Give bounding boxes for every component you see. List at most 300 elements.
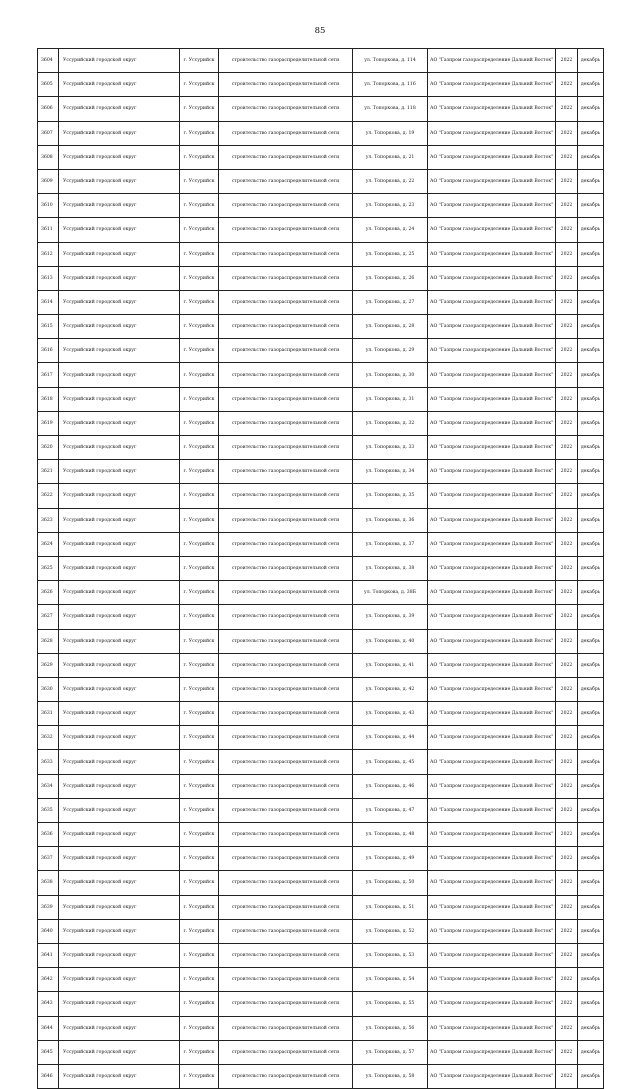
month-cell: декабрь <box>578 1040 604 1064</box>
organization-cell: АО "Газпром газораспределение Дальний Восток" <box>428 49 556 73</box>
row-number-cell: 3637 <box>38 847 59 871</box>
city-cell: г. Уссурийск <box>180 363 219 387</box>
work-type-cell: строительство газораспределительной сети <box>219 943 353 967</box>
year-cell: 2022 <box>556 774 578 798</box>
address-cell: ул. Топоркова, д. 58 <box>353 1064 428 1088</box>
row-number-cell: 3638 <box>38 871 59 895</box>
month-cell: декабрь <box>578 460 604 484</box>
registry-table-body <box>38 49 604 1089</box>
month-cell: декабрь <box>578 315 604 339</box>
row-number-cell: 3626 <box>38 581 59 605</box>
address-cell: ул. Топоркова, д. 38 <box>353 556 428 580</box>
year-cell: 2022 <box>556 97 578 121</box>
organization-cell: АО "Газпром газораспределение Дальний Восток" <box>428 411 556 435</box>
work-type-cell: строительство газораспределительной сети <box>219 315 353 339</box>
row-number-cell: 3630 <box>38 677 59 701</box>
work-type-cell: строительство газораспределительной сети <box>219 436 353 460</box>
address-cell: ул. Топоркова, д. 28 <box>353 315 428 339</box>
organization-cell: АО "Газпром газораспределение Дальний Восток" <box>428 218 556 242</box>
address-cell: ул. Топоркова, д. 24 <box>353 218 428 242</box>
row-number-cell: 3612 <box>38 242 59 266</box>
work-type-cell: строительство газораспределительной сети <box>219 677 353 701</box>
address-cell: ул. Топоркова, д. 33 <box>353 436 428 460</box>
district-cell: Уссурийский городской округ <box>59 919 180 943</box>
district-cell: Уссурийский городской округ <box>59 653 180 677</box>
month-cell: декабрь <box>578 653 604 677</box>
address-cell: ул. Топоркова, д. 40 <box>353 629 428 653</box>
row-number-cell: 3604 <box>38 49 59 73</box>
table-row <box>38 484 604 508</box>
organization-cell: АО "Газпром газораспределение Дальний Восток" <box>428 605 556 629</box>
month-cell: декабрь <box>578 992 604 1016</box>
district-cell: Уссурийский городской округ <box>59 992 180 1016</box>
organization-cell: АО "Газпром газораспределение Дальний Восток" <box>428 363 556 387</box>
address-cell: ул. Топоркова, д. 54 <box>353 968 428 992</box>
city-cell: г. Уссурийск <box>180 73 219 97</box>
city-cell: г. Уссурийск <box>180 169 219 193</box>
work-type-cell: строительство газораспределительной сети <box>219 532 353 556</box>
year-cell: 2022 <box>556 218 578 242</box>
city-cell: г. Уссурийск <box>180 919 219 943</box>
organization-cell: АО "Газпром газораспределение Дальний Восток" <box>428 871 556 895</box>
work-type-cell: строительство газораспределительной сети <box>219 968 353 992</box>
month-cell: декабрь <box>578 266 604 290</box>
district-cell: Уссурийский городской округ <box>59 97 180 121</box>
address-cell: ул. Топоркова, д. 42 <box>353 677 428 701</box>
address-cell: ул. Топоркова, д. 50 <box>353 871 428 895</box>
table-row <box>38 266 604 290</box>
work-type-cell: строительство газораспределительной сети <box>219 121 353 145</box>
year-cell: 2022 <box>556 460 578 484</box>
organization-cell: АО "Газпром газораспределение Дальний Восток" <box>428 242 556 266</box>
table-row <box>38 798 604 822</box>
city-cell: г. Уссурийск <box>180 508 219 532</box>
table-row <box>38 919 604 943</box>
month-cell: декабрь <box>578 726 604 750</box>
month-cell: декабрь <box>578 750 604 774</box>
address-cell: ул. Топоркова, д. 22 <box>353 169 428 193</box>
city-cell: г. Уссурийск <box>180 823 219 847</box>
table-row <box>38 823 604 847</box>
gasification-registry-table <box>37 48 604 1089</box>
address-cell: ул. Топоркова, д. 44 <box>353 726 428 750</box>
table-row <box>38 49 604 73</box>
work-type-cell: строительство газораспределительной сети <box>219 411 353 435</box>
work-type-cell: строительство газораспределительной сети <box>219 847 353 871</box>
table-row <box>38 1064 604 1088</box>
year-cell: 2022 <box>556 871 578 895</box>
work-type-cell: строительство газораспределительной сети <box>219 895 353 919</box>
organization-cell: АО "Газпром газораспределение Дальний Восток" <box>428 823 556 847</box>
table-row <box>38 968 604 992</box>
city-cell: г. Уссурийск <box>180 387 219 411</box>
year-cell: 2022 <box>556 532 578 556</box>
address-cell: ул. Топоркова, д. 23 <box>353 194 428 218</box>
table-row <box>38 943 604 967</box>
table-row <box>38 363 604 387</box>
month-cell: декабрь <box>578 218 604 242</box>
month-cell: декабрь <box>578 363 604 387</box>
district-cell: Уссурийский городской округ <box>59 363 180 387</box>
table-row <box>38 847 604 871</box>
month-cell: декабрь <box>578 436 604 460</box>
table-row <box>38 121 604 145</box>
year-cell: 2022 <box>556 242 578 266</box>
address-cell: ул. Топоркова, д. 29 <box>353 339 428 363</box>
address-cell: ул. Топоркова, д. 35 <box>353 484 428 508</box>
work-type-cell: строительство газораспределительной сети <box>219 919 353 943</box>
address-cell: ул. Топоркова, д. 27 <box>353 290 428 314</box>
table-row <box>38 581 604 605</box>
year-cell: 2022 <box>556 194 578 218</box>
month-cell: декабрь <box>578 387 604 411</box>
row-number-cell: 3606 <box>38 97 59 121</box>
table-row <box>38 315 604 339</box>
city-cell: г. Уссурийск <box>180 411 219 435</box>
row-number-cell: 3627 <box>38 605 59 629</box>
table-row <box>38 677 604 701</box>
address-cell: ул. Топоркова, д. 52 <box>353 919 428 943</box>
table-row <box>38 750 604 774</box>
year-cell: 2022 <box>556 121 578 145</box>
row-number-cell: 3605 <box>38 73 59 97</box>
address-cell: ул. Топоркова, д. 34 <box>353 460 428 484</box>
city-cell: г. Уссурийск <box>180 871 219 895</box>
organization-cell: АО "Газпром газораспределение Дальний Восток" <box>428 290 556 314</box>
district-cell: Уссурийский городской округ <box>59 629 180 653</box>
city-cell: г. Уссурийск <box>180 97 219 121</box>
address-cell: ул. Топоркова, д. 116 <box>353 73 428 97</box>
table-row <box>38 145 604 169</box>
month-cell: декабрь <box>578 484 604 508</box>
city-cell: г. Уссурийск <box>180 218 219 242</box>
month-cell: декабрь <box>578 581 604 605</box>
district-cell: Уссурийский городской округ <box>59 242 180 266</box>
city-cell: г. Уссурийск <box>180 968 219 992</box>
organization-cell: АО "Газпром газораспределение Дальний Восток" <box>428 629 556 653</box>
organization-cell: АО "Газпром газораспределение Дальний Восток" <box>428 895 556 919</box>
year-cell: 2022 <box>556 702 578 726</box>
organization-cell: АО "Газпром газораспределение Дальний Восток" <box>428 436 556 460</box>
organization-cell: АО "Газпром газораспределение Дальний Восток" <box>428 726 556 750</box>
address-cell: ул. Топоркова, д. 53 <box>353 943 428 967</box>
month-cell: декабрь <box>578 556 604 580</box>
table-row <box>38 460 604 484</box>
work-type-cell: строительство газораспределительной сети <box>219 266 353 290</box>
work-type-cell: строительство газораспределительной сети <box>219 484 353 508</box>
month-cell: декабрь <box>578 339 604 363</box>
row-number-cell: 3620 <box>38 436 59 460</box>
district-cell: Уссурийский городской округ <box>59 798 180 822</box>
organization-cell: АО "Газпром газораспределение Дальний Восток" <box>428 581 556 605</box>
city-cell: г. Уссурийск <box>180 49 219 73</box>
month-cell: декабрь <box>578 943 604 967</box>
row-number-cell: 3625 <box>38 556 59 580</box>
organization-cell: АО "Газпром газораспределение Дальний Восток" <box>428 702 556 726</box>
work-type-cell: строительство газораспределительной сети <box>219 992 353 1016</box>
address-cell: ул. Топоркова, д. 25 <box>353 242 428 266</box>
year-cell: 2022 <box>556 1016 578 1040</box>
month-cell: декабрь <box>578 532 604 556</box>
city-cell: г. Уссурийск <box>180 1016 219 1040</box>
year-cell: 2022 <box>556 581 578 605</box>
city-cell: г. Уссурийск <box>180 339 219 363</box>
month-cell: декабрь <box>578 49 604 73</box>
organization-cell: АО "Газпром газораспределение Дальний Восток" <box>428 1064 556 1088</box>
work-type-cell: строительство газораспределительной сети <box>219 823 353 847</box>
organization-cell: АО "Газпром газораспределение Дальний Восток" <box>428 97 556 121</box>
table-row <box>38 339 604 363</box>
month-cell: декабрь <box>578 968 604 992</box>
row-number-cell: 3629 <box>38 653 59 677</box>
table-row <box>38 871 604 895</box>
district-cell: Уссурийский городской округ <box>59 677 180 701</box>
city-cell: г. Уссурийск <box>180 556 219 580</box>
address-cell: ул. Топоркова, д. 51 <box>353 895 428 919</box>
table-row <box>38 97 604 121</box>
year-cell: 2022 <box>556 339 578 363</box>
city-cell: г. Уссурийск <box>180 266 219 290</box>
year-cell: 2022 <box>556 847 578 871</box>
work-type-cell: строительство газораспределительной сети <box>219 1040 353 1064</box>
work-type-cell: строительство газораспределительной сети <box>219 726 353 750</box>
organization-cell: АО "Газпром газораспределение Дальний Восток" <box>428 145 556 169</box>
month-cell: декабрь <box>578 121 604 145</box>
row-number-cell: 3634 <box>38 774 59 798</box>
city-cell: г. Уссурийск <box>180 702 219 726</box>
row-number-cell: 3621 <box>38 460 59 484</box>
month-cell: декабрь <box>578 871 604 895</box>
row-number-cell: 3644 <box>38 1016 59 1040</box>
row-number-cell: 3646 <box>38 1064 59 1088</box>
month-cell: декабрь <box>578 823 604 847</box>
month-cell: декабрь <box>578 774 604 798</box>
row-number-cell: 3624 <box>38 532 59 556</box>
organization-cell: АО "Газпром газораспределение Дальний Восток" <box>428 387 556 411</box>
city-cell: г. Уссурийск <box>180 290 219 314</box>
city-cell: г. Уссурийск <box>180 629 219 653</box>
table-row <box>38 411 604 435</box>
address-cell: ул. Топоркова, д. 26 <box>353 266 428 290</box>
row-number-cell: 3632 <box>38 726 59 750</box>
city-cell: г. Уссурийск <box>180 121 219 145</box>
row-number-cell: 3640 <box>38 919 59 943</box>
month-cell: декабрь <box>578 194 604 218</box>
organization-cell: АО "Газпром газораспределение Дальний Восток" <box>428 315 556 339</box>
work-type-cell: строительство газораспределительной сети <box>219 290 353 314</box>
work-type-cell: строительство газораспределительной сети <box>219 73 353 97</box>
row-number-cell: 3642 <box>38 968 59 992</box>
address-cell: ул. Топоркова, д. 37 <box>353 532 428 556</box>
city-cell: г. Уссурийск <box>180 460 219 484</box>
table-row <box>38 992 604 1016</box>
year-cell: 2022 <box>556 73 578 97</box>
city-cell: г. Уссурийск <box>180 194 219 218</box>
city-cell: г. Уссурийск <box>180 242 219 266</box>
district-cell: Уссурийский городской округ <box>59 339 180 363</box>
year-cell: 2022 <box>556 677 578 701</box>
year-cell: 2022 <box>556 484 578 508</box>
city-cell: г. Уссурийск <box>180 605 219 629</box>
month-cell: декабрь <box>578 97 604 121</box>
work-type-cell: строительство газораспределительной сети <box>219 629 353 653</box>
work-type-cell: строительство газораспределительной сети <box>219 145 353 169</box>
work-type-cell: строительство газораспределительной сети <box>219 1064 353 1088</box>
city-cell: г. Уссурийск <box>180 750 219 774</box>
address-cell: ул. Топоркова, д. 114 <box>353 49 428 73</box>
district-cell: Уссурийский городской округ <box>59 774 180 798</box>
city-cell: г. Уссурийск <box>180 653 219 677</box>
address-cell: ул. Топоркова, д. 41 <box>353 653 428 677</box>
row-number-cell: 3639 <box>38 895 59 919</box>
city-cell: г. Уссурийск <box>180 436 219 460</box>
district-cell: Уссурийский городской округ <box>59 290 180 314</box>
month-cell: декабрь <box>578 605 604 629</box>
year-cell: 2022 <box>556 798 578 822</box>
city-cell: г. Уссурийск <box>180 581 219 605</box>
district-cell: Уссурийский городской округ <box>59 411 180 435</box>
year-cell: 2022 <box>556 145 578 169</box>
row-number-cell: 3618 <box>38 387 59 411</box>
month-cell: декабрь <box>578 702 604 726</box>
work-type-cell: строительство газораспределительной сети <box>219 750 353 774</box>
month-cell: декабрь <box>578 145 604 169</box>
work-type-cell: строительство газораспределительной сети <box>219 1016 353 1040</box>
year-cell: 2022 <box>556 968 578 992</box>
row-number-cell: 3614 <box>38 290 59 314</box>
work-type-cell: строительство газораспределительной сети <box>219 581 353 605</box>
row-number-cell: 3617 <box>38 363 59 387</box>
district-cell: Уссурийский городской округ <box>59 73 180 97</box>
district-cell: Уссурийский городской округ <box>59 968 180 992</box>
address-cell: ул. Топоркова, д. 32 <box>353 411 428 435</box>
month-cell: декабрь <box>578 242 604 266</box>
row-number-cell: 3633 <box>38 750 59 774</box>
table-row <box>38 218 604 242</box>
year-cell: 2022 <box>556 919 578 943</box>
organization-cell: АО "Газпром газораспределение Дальний Восток" <box>428 919 556 943</box>
row-number-cell: 3623 <box>38 508 59 532</box>
work-type-cell: строительство газораспределительной сети <box>219 871 353 895</box>
organization-cell: АО "Газпром газораспределение Дальний Восток" <box>428 194 556 218</box>
district-cell: Уссурийский городской округ <box>59 871 180 895</box>
address-cell: ул. Топоркова, д. 38Б <box>353 581 428 605</box>
district-cell: Уссурийский городской округ <box>59 484 180 508</box>
city-cell: г. Уссурийск <box>180 1040 219 1064</box>
work-type-cell: строительство газораспределительной сети <box>219 460 353 484</box>
city-cell: г. Уссурийск <box>180 677 219 701</box>
row-number-cell: 3610 <box>38 194 59 218</box>
year-cell: 2022 <box>556 411 578 435</box>
year-cell: 2022 <box>556 629 578 653</box>
address-cell: ул. Топоркова, д. 46 <box>353 774 428 798</box>
city-cell: г. Уссурийск <box>180 726 219 750</box>
address-cell: ул. Топоркова, д. 43 <box>353 702 428 726</box>
organization-cell: АО "Газпром газораспределение Дальний Восток" <box>428 339 556 363</box>
row-number-cell: 3622 <box>38 484 59 508</box>
district-cell: Уссурийский городской округ <box>59 169 180 193</box>
table-row <box>38 1040 604 1064</box>
address-cell: ул. Топоркова, д. 31 <box>353 387 428 411</box>
organization-cell: АО "Газпром газораспределение Дальний Восток" <box>428 677 556 701</box>
work-type-cell: строительство газораспределительной сети <box>219 242 353 266</box>
district-cell: Уссурийский городской округ <box>59 436 180 460</box>
address-cell: ул. Топоркова, д. 21 <box>353 145 428 169</box>
district-cell: Уссурийский городской округ <box>59 532 180 556</box>
row-number-cell: 3615 <box>38 315 59 339</box>
organization-cell: АО "Газпром газораспределение Дальний Восток" <box>428 1016 556 1040</box>
address-cell: ул. Топоркова, д. 47 <box>353 798 428 822</box>
district-cell: Уссурийский городской округ <box>59 1064 180 1088</box>
district-cell: Уссурийский городской округ <box>59 266 180 290</box>
table-row <box>38 532 604 556</box>
organization-cell: АО "Газпром газораспределение Дальний Восток" <box>428 1040 556 1064</box>
year-cell: 2022 <box>556 508 578 532</box>
work-type-cell: строительство газораспределительной сети <box>219 774 353 798</box>
table-row <box>38 629 604 653</box>
city-cell: г. Уссурийск <box>180 484 219 508</box>
year-cell: 2022 <box>556 895 578 919</box>
work-type-cell: строительство газораспределительной сети <box>219 508 353 532</box>
table-row <box>38 702 604 726</box>
row-number-cell: 3607 <box>38 121 59 145</box>
month-cell: декабрь <box>578 1016 604 1040</box>
work-type-cell: строительство газораспределительной сети <box>219 702 353 726</box>
district-cell: Уссурийский городской округ <box>59 121 180 145</box>
city-cell: г. Уссурийск <box>180 847 219 871</box>
row-number-cell: 3641 <box>38 943 59 967</box>
district-cell: Уссурийский городской округ <box>59 847 180 871</box>
year-cell: 2022 <box>556 1064 578 1088</box>
table-row <box>38 242 604 266</box>
work-type-cell: строительство газораспределительной сети <box>219 605 353 629</box>
district-cell: Уссурийский городской округ <box>59 1040 180 1064</box>
table-row <box>38 895 604 919</box>
work-type-cell: строительство газораспределительной сети <box>219 97 353 121</box>
table-row <box>38 73 604 97</box>
year-cell: 2022 <box>556 49 578 73</box>
district-cell: Уссурийский городской округ <box>59 895 180 919</box>
year-cell: 2022 <box>556 436 578 460</box>
district-cell: Уссурийский городской округ <box>59 823 180 847</box>
row-number-cell: 3609 <box>38 169 59 193</box>
district-cell: Уссурийский городской округ <box>59 702 180 726</box>
district-cell: Уссурийский городской округ <box>59 943 180 967</box>
address-cell: ул. Топоркова, д. 19 <box>353 121 428 145</box>
year-cell: 2022 <box>556 653 578 677</box>
row-number-cell: 3631 <box>38 702 59 726</box>
year-cell: 2022 <box>556 943 578 967</box>
row-number-cell: 3608 <box>38 145 59 169</box>
table-row <box>38 605 604 629</box>
year-cell: 2022 <box>556 315 578 339</box>
organization-cell: АО "Газпром газораспределение Дальний Восток" <box>428 508 556 532</box>
table-row <box>38 653 604 677</box>
work-type-cell: строительство газораспределительной сети <box>219 653 353 677</box>
organization-cell: АО "Газпром газораспределение Дальний Восток" <box>428 121 556 145</box>
district-cell: Уссурийский городской округ <box>59 194 180 218</box>
organization-cell: АО "Газпром газораспределение Дальний Восток" <box>428 943 556 967</box>
year-cell: 2022 <box>556 750 578 774</box>
year-cell: 2022 <box>556 387 578 411</box>
work-type-cell: строительство газораспределительной сети <box>219 387 353 411</box>
month-cell: декабрь <box>578 73 604 97</box>
district-cell: Уссурийский городской округ <box>59 750 180 774</box>
work-type-cell: строительство газораспределительной сети <box>219 556 353 580</box>
year-cell: 2022 <box>556 556 578 580</box>
table-row <box>38 508 604 532</box>
year-cell: 2022 <box>556 169 578 193</box>
